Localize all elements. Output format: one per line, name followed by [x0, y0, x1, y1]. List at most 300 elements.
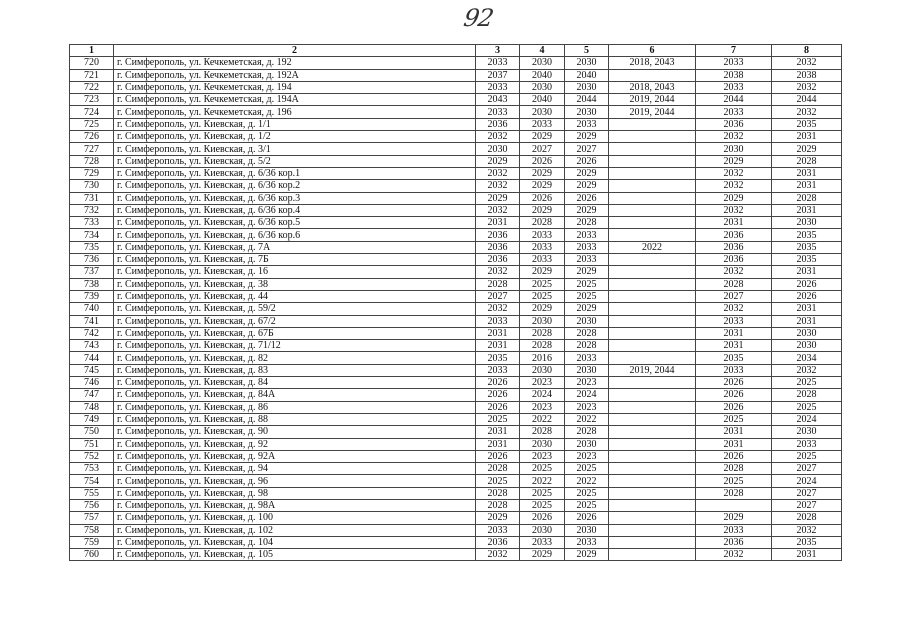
year-col-8-cell: 2027	[772, 487, 842, 499]
year-col-4-cell: 2028	[520, 340, 565, 352]
year-col-3-cell: 2032	[476, 549, 520, 561]
years-col-6-cell: 2018, 2043	[609, 57, 696, 69]
address-cell: г. Симферополь, ул. Киевская, д. 94	[114, 463, 476, 475]
year-col-4-cell: 2040	[520, 94, 565, 106]
year-col-5-cell: 2029	[565, 167, 609, 179]
year-col-8-cell: 2032	[772, 106, 842, 118]
table-row	[70, 81, 842, 93]
year-col-8-cell: 2029	[772, 143, 842, 155]
year-col-8-cell: 2030	[772, 217, 842, 229]
year-col-5-cell: 2025	[565, 290, 609, 302]
year-col-4-cell: 2025	[520, 290, 565, 302]
year-col-5-cell: 2044	[565, 94, 609, 106]
table-row	[70, 57, 842, 69]
years-col-6-cell	[609, 463, 696, 475]
years-col-6-cell	[609, 155, 696, 167]
year-col-8-cell: 2032	[772, 81, 842, 93]
year-col-4-cell: 2023	[520, 450, 565, 462]
year-col-4-cell: 2033	[520, 536, 565, 548]
year-col-5-cell: 2022	[565, 475, 609, 487]
year-col-8-cell: 2031	[772, 131, 842, 143]
year-col-3-cell: 2025	[476, 413, 520, 425]
row-number-cell: 749	[70, 413, 114, 425]
year-col-7-cell: 2031	[696, 217, 772, 229]
year-col-7-cell: 2035	[696, 352, 772, 364]
year-col-5-cell: 2033	[565, 254, 609, 266]
year-col-3-cell: 2032	[476, 167, 520, 179]
address-cell: г. Симферополь, ул. Киевская, д. 6/36 кор.4	[114, 204, 476, 216]
year-col-5-cell: 2033	[565, 229, 609, 241]
year-col-8-cell: 2044	[772, 94, 842, 106]
table-row	[70, 192, 842, 204]
year-col-8-cell: 2024	[772, 475, 842, 487]
row-number-cell: 720	[70, 57, 114, 69]
column-header-8: 8	[772, 45, 842, 57]
year-col-7-cell: 2032	[696, 266, 772, 278]
year-col-8-cell: 2026	[772, 278, 842, 290]
year-col-5-cell: 2029	[565, 180, 609, 192]
year-col-5-cell: 2028	[565, 426, 609, 438]
year-col-3-cell: 2031	[476, 438, 520, 450]
row-number-cell: 759	[70, 536, 114, 548]
year-col-3-cell: 2043	[476, 94, 520, 106]
address-cell: г. Симферополь, ул. Киевская, д. 98А	[114, 499, 476, 511]
row-number-cell: 727	[70, 143, 114, 155]
year-col-3-cell: 2036	[476, 118, 520, 130]
years-col-6-cell	[609, 143, 696, 155]
row-number-cell: 722	[70, 81, 114, 93]
address-cell: г. Симферополь, ул. Киевская, д. 3/1	[114, 143, 476, 155]
address-cell: г. Симферополь, ул. Кечкеметская, д. 192А	[114, 69, 476, 81]
years-col-6-cell: 2019, 2044	[609, 94, 696, 106]
year-col-8-cell: 2026	[772, 290, 842, 302]
year-col-4-cell: 2024	[520, 389, 565, 401]
year-col-8-cell: 2035	[772, 241, 842, 253]
year-col-8-cell: 2033	[772, 438, 842, 450]
row-number-cell: 753	[70, 463, 114, 475]
address-cell: г. Симферополь, ул. Киевская, д. 98	[114, 487, 476, 499]
address-cell: г. Симферополь, ул. Киевская, д. 59/2	[114, 303, 476, 315]
row-number-cell: 752	[70, 450, 114, 462]
year-col-4-cell: 2023	[520, 401, 565, 413]
year-col-4-cell: 2025	[520, 487, 565, 499]
table-row	[70, 241, 842, 253]
address-cell: г. Симферополь, ул. Киевская, д. 5/2	[114, 155, 476, 167]
table-row	[70, 463, 842, 475]
year-col-3-cell: 2036	[476, 229, 520, 241]
year-col-3-cell: 2037	[476, 69, 520, 81]
table-row	[70, 290, 842, 302]
table-body	[70, 57, 842, 561]
table-row	[70, 229, 842, 241]
address-cell: г. Симферополь, ул. Кечкеметская, д. 196	[114, 106, 476, 118]
year-col-4-cell: 2030	[520, 57, 565, 69]
year-col-5-cell: 2030	[565, 364, 609, 376]
row-number-cell: 731	[70, 192, 114, 204]
year-col-4-cell: 2040	[520, 69, 565, 81]
column-header-6: 6	[609, 45, 696, 57]
year-col-3-cell: 2028	[476, 278, 520, 290]
year-col-5-cell: 2040	[565, 69, 609, 81]
year-col-7-cell: 2036	[696, 254, 772, 266]
year-col-3-cell: 2031	[476, 426, 520, 438]
year-col-8-cell: 2032	[772, 524, 842, 536]
year-col-7-cell: 2036	[696, 118, 772, 130]
year-col-5-cell: 2029	[565, 204, 609, 216]
year-col-4-cell: 2033	[520, 241, 565, 253]
address-cell: г. Симферополь, ул. Киевская, д. 102	[114, 524, 476, 536]
year-col-7-cell: 2032	[696, 303, 772, 315]
year-col-7-cell: 2032	[696, 549, 772, 561]
year-col-5-cell: 2030	[565, 106, 609, 118]
year-col-5-cell: 2027	[565, 143, 609, 155]
year-col-8-cell: 2028	[772, 192, 842, 204]
row-number-cell: 754	[70, 475, 114, 487]
year-col-8-cell: 2031	[772, 303, 842, 315]
year-col-3-cell: 2028	[476, 463, 520, 475]
row-number-cell: 738	[70, 278, 114, 290]
years-col-6-cell	[609, 192, 696, 204]
page-number: 92	[461, 4, 496, 32]
years-col-6-cell	[609, 475, 696, 487]
address-cell: г. Симферополь, ул. Киевская, д. 1/2	[114, 131, 476, 143]
year-col-4-cell: 2029	[520, 131, 565, 143]
table-row	[70, 536, 842, 548]
year-col-8-cell: 2032	[772, 364, 842, 376]
year-col-5-cell: 2033	[565, 241, 609, 253]
year-col-3-cell: 2026	[476, 401, 520, 413]
years-col-6-cell: 2019, 2044	[609, 106, 696, 118]
row-number-cell: 757	[70, 512, 114, 524]
year-col-7-cell: 2033	[696, 57, 772, 69]
row-number-cell: 730	[70, 180, 114, 192]
year-col-5-cell: 2026	[565, 192, 609, 204]
year-col-4-cell: 2025	[520, 499, 565, 511]
year-col-5-cell: 2030	[565, 81, 609, 93]
header-row	[70, 45, 842, 57]
column-header-7: 7	[696, 45, 772, 57]
year-col-7-cell: 2031	[696, 340, 772, 352]
address-cell: г. Симферополь, ул. Киевская, д. 6/36 кор.3	[114, 192, 476, 204]
year-col-4-cell: 2025	[520, 463, 565, 475]
years-col-6-cell	[609, 278, 696, 290]
row-number-cell: 756	[70, 499, 114, 511]
address-cell: г. Симферополь, ул. Киевская, д. 6/36 кор.6	[114, 229, 476, 241]
year-col-3-cell: 2035	[476, 352, 520, 364]
year-col-8-cell: 2025	[772, 401, 842, 413]
years-col-6-cell	[609, 413, 696, 425]
address-cell: г. Симферополь, ул. Киевская, д. 82	[114, 352, 476, 364]
year-col-5-cell: 2024	[565, 389, 609, 401]
years-col-6-cell	[609, 426, 696, 438]
year-col-8-cell: 2031	[772, 549, 842, 561]
year-col-3-cell: 2033	[476, 81, 520, 93]
year-col-8-cell: 2028	[772, 389, 842, 401]
year-col-4-cell: 2029	[520, 303, 565, 315]
year-col-8-cell: 2035	[772, 254, 842, 266]
year-col-8-cell: 2025	[772, 377, 842, 389]
year-col-8-cell: 2024	[772, 413, 842, 425]
years-col-6-cell	[609, 204, 696, 216]
year-col-8-cell: 2038	[772, 69, 842, 81]
address-cell: г. Симферополь, ул. Киевская, д. 96	[114, 475, 476, 487]
table-row	[70, 204, 842, 216]
year-col-5-cell: 2025	[565, 463, 609, 475]
year-col-5-cell: 2029	[565, 549, 609, 561]
table-row	[70, 303, 842, 315]
year-col-7-cell: 2033	[696, 81, 772, 93]
years-col-6-cell	[609, 450, 696, 462]
year-col-5-cell: 2033	[565, 352, 609, 364]
year-col-7-cell: 2044	[696, 94, 772, 106]
year-col-3-cell: 2027	[476, 290, 520, 302]
table-row	[70, 426, 842, 438]
year-col-5-cell: 2029	[565, 303, 609, 315]
address-cell: г. Симферополь, ул. Киевская, д. 67Б	[114, 327, 476, 339]
year-col-7-cell: 2033	[696, 364, 772, 376]
row-number-cell: 742	[70, 327, 114, 339]
year-col-4-cell: 2033	[520, 254, 565, 266]
years-col-6-cell	[609, 377, 696, 389]
years-col-6-cell	[609, 549, 696, 561]
year-col-3-cell: 2033	[476, 315, 520, 327]
row-number-cell: 746	[70, 377, 114, 389]
row-number-cell: 721	[70, 69, 114, 81]
years-col-6-cell	[609, 266, 696, 278]
year-col-3-cell: 2033	[476, 106, 520, 118]
address-cell: г. Симферополь, ул. Киевская, д. 88	[114, 413, 476, 425]
year-col-7-cell: 2029	[696, 155, 772, 167]
address-cell: г. Симферополь, ул. Киевская, д. 90	[114, 426, 476, 438]
address-cell: г. Симферополь, ул. Киевская, д. 84	[114, 377, 476, 389]
table-row	[70, 180, 842, 192]
year-col-7-cell: 2031	[696, 438, 772, 450]
row-number-cell: 737	[70, 266, 114, 278]
table-row	[70, 401, 842, 413]
year-col-3-cell: 2036	[476, 241, 520, 253]
table-row	[70, 315, 842, 327]
year-col-7-cell: 2025	[696, 413, 772, 425]
year-col-4-cell: 2030	[520, 364, 565, 376]
year-col-7-cell: 2028	[696, 278, 772, 290]
table-row	[70, 499, 842, 511]
years-col-6-cell	[609, 254, 696, 266]
year-col-7-cell: 2032	[696, 204, 772, 216]
years-col-6-cell	[609, 524, 696, 536]
year-col-5-cell: 2030	[565, 438, 609, 450]
table-row	[70, 254, 842, 266]
row-number-cell: 748	[70, 401, 114, 413]
table-row	[70, 438, 842, 450]
year-col-5-cell: 2030	[565, 57, 609, 69]
years-col-6-cell: 2019, 2044	[609, 364, 696, 376]
year-col-5-cell: 2030	[565, 315, 609, 327]
table-row	[70, 340, 842, 352]
year-col-7-cell: 2036	[696, 536, 772, 548]
table-row	[70, 217, 842, 229]
years-col-6-cell	[609, 118, 696, 130]
year-col-4-cell: 2026	[520, 192, 565, 204]
row-number-cell: 751	[70, 438, 114, 450]
year-col-3-cell: 2026	[476, 377, 520, 389]
address-cell: г. Симферополь, ул. Кечкеметская, д. 192	[114, 57, 476, 69]
table-row	[70, 327, 842, 339]
address-cell: г. Симферополь, ул. Киевская, д. 83	[114, 364, 476, 376]
address-cell: г. Симферополь, ул. Кечкеметская, д. 194	[114, 81, 476, 93]
table-row	[70, 389, 842, 401]
year-col-3-cell: 2031	[476, 217, 520, 229]
year-col-8-cell: 2025	[772, 450, 842, 462]
year-col-5-cell: 2030	[565, 524, 609, 536]
year-col-7-cell: 2026	[696, 377, 772, 389]
address-cell: г. Симферополь, ул. Киевская, д. 7А	[114, 241, 476, 253]
row-number-cell: 732	[70, 204, 114, 216]
year-col-5-cell: 2025	[565, 278, 609, 290]
row-number-cell: 725	[70, 118, 114, 130]
year-col-7-cell: 2026	[696, 389, 772, 401]
year-col-4-cell: 2022	[520, 475, 565, 487]
column-header-3: 3	[476, 45, 520, 57]
row-number-cell: 726	[70, 131, 114, 143]
years-col-6-cell	[609, 389, 696, 401]
year-col-7-cell: 2025	[696, 475, 772, 487]
year-col-4-cell: 2028	[520, 426, 565, 438]
year-col-3-cell: 2032	[476, 204, 520, 216]
table-row	[70, 131, 842, 143]
year-col-8-cell: 2035	[772, 118, 842, 130]
years-col-6-cell	[609, 499, 696, 511]
address-cell: г. Симферополь, ул. Киевская, д. 100	[114, 512, 476, 524]
year-col-4-cell: 2026	[520, 155, 565, 167]
year-col-7-cell: 2032	[696, 167, 772, 179]
year-col-8-cell: 2035	[772, 229, 842, 241]
year-col-5-cell: 2025	[565, 487, 609, 499]
table-row	[70, 487, 842, 499]
row-number-cell: 729	[70, 167, 114, 179]
row-number-cell: 724	[70, 106, 114, 118]
years-col-6-cell: 2018, 2043	[609, 81, 696, 93]
address-cell: г. Симферополь, ул. Киевская, д. 86	[114, 401, 476, 413]
address-cell: г. Симферополь, ул. Киевская, д. 6/36 кор.5	[114, 217, 476, 229]
table-row	[70, 69, 842, 81]
table-row	[70, 524, 842, 536]
year-col-7-cell: 2029	[696, 192, 772, 204]
years-col-6-cell	[609, 180, 696, 192]
year-col-5-cell: 2033	[565, 536, 609, 548]
year-col-8-cell: 2030	[772, 426, 842, 438]
year-col-4-cell: 2023	[520, 377, 565, 389]
year-col-3-cell: 2032	[476, 131, 520, 143]
year-col-5-cell: 2029	[565, 266, 609, 278]
year-col-4-cell: 2030	[520, 106, 565, 118]
table-row	[70, 475, 842, 487]
year-col-3-cell: 2031	[476, 327, 520, 339]
address-cell: г. Симферополь, ул. Киевская, д. 38	[114, 278, 476, 290]
year-col-7-cell: 2036	[696, 241, 772, 253]
year-col-7-cell: 2033	[696, 315, 772, 327]
table-row	[70, 549, 842, 561]
year-col-8-cell: 2035	[772, 536, 842, 548]
year-col-3-cell: 2025	[476, 475, 520, 487]
year-col-4-cell: 2028	[520, 327, 565, 339]
table-row	[70, 352, 842, 364]
address-cell: г. Симферополь, ул. Киевская, д. 71/12	[114, 340, 476, 352]
year-col-3-cell: 2026	[476, 450, 520, 462]
years-col-6-cell	[609, 438, 696, 450]
year-col-5-cell: 2023	[565, 401, 609, 413]
year-col-4-cell: 2029	[520, 180, 565, 192]
year-col-8-cell: 2028	[772, 155, 842, 167]
register-table	[69, 44, 842, 561]
year-col-5-cell: 2028	[565, 340, 609, 352]
year-col-3-cell: 2033	[476, 364, 520, 376]
year-col-7-cell: 2026	[696, 401, 772, 413]
year-col-8-cell: 2031	[772, 167, 842, 179]
years-col-6-cell	[609, 340, 696, 352]
year-col-4-cell: 2033	[520, 118, 565, 130]
year-col-3-cell: 2028	[476, 487, 520, 499]
year-col-5-cell: 2025	[565, 499, 609, 511]
years-col-6-cell	[609, 167, 696, 179]
year-col-8-cell: 2027	[772, 463, 842, 475]
year-col-7-cell: 2028	[696, 463, 772, 475]
year-col-5-cell: 2022	[565, 413, 609, 425]
year-col-7-cell: 2028	[696, 487, 772, 499]
year-col-7-cell: 2032	[696, 180, 772, 192]
year-col-7-cell: 2038	[696, 69, 772, 81]
years-col-6-cell	[609, 487, 696, 499]
year-col-3-cell: 2036	[476, 536, 520, 548]
year-col-5-cell: 2026	[565, 155, 609, 167]
column-header-2: 2	[114, 45, 476, 57]
year-col-3-cell: 2031	[476, 340, 520, 352]
table-row	[70, 118, 842, 130]
year-col-5-cell: 2028	[565, 327, 609, 339]
row-number-cell: 723	[70, 94, 114, 106]
table-row	[70, 94, 842, 106]
address-cell: г. Симферополь, ул. Киевская, д. 92	[114, 438, 476, 450]
year-col-3-cell: 2033	[476, 524, 520, 536]
year-col-7-cell	[696, 499, 772, 511]
year-col-4-cell: 2030	[520, 524, 565, 536]
year-col-5-cell: 2033	[565, 118, 609, 130]
year-col-5-cell: 2029	[565, 131, 609, 143]
row-number-cell: 745	[70, 364, 114, 376]
table-row	[70, 167, 842, 179]
year-col-4-cell: 2030	[520, 315, 565, 327]
years-col-6-cell	[609, 512, 696, 524]
table-row	[70, 450, 842, 462]
row-number-cell: 747	[70, 389, 114, 401]
address-cell: г. Симферополь, ул. Киевская, д. 67/2	[114, 315, 476, 327]
column-header-4: 4	[520, 45, 565, 57]
table-row	[70, 512, 842, 524]
table-row	[70, 413, 842, 425]
year-col-4-cell: 2027	[520, 143, 565, 155]
year-col-8-cell: 2032	[772, 57, 842, 69]
year-col-7-cell: 2032	[696, 131, 772, 143]
table-row	[70, 155, 842, 167]
address-cell: г. Симферополь, ул. Киевская, д. 105	[114, 549, 476, 561]
row-number-cell: 750	[70, 426, 114, 438]
years-col-6-cell	[609, 229, 696, 241]
year-col-8-cell: 2027	[772, 499, 842, 511]
year-col-8-cell: 2030	[772, 327, 842, 339]
year-col-3-cell: 2032	[476, 180, 520, 192]
column-header-1: 1	[70, 45, 114, 57]
address-cell: г. Симферополь, ул. Киевская, д. 84А	[114, 389, 476, 401]
row-number-cell: 733	[70, 217, 114, 229]
